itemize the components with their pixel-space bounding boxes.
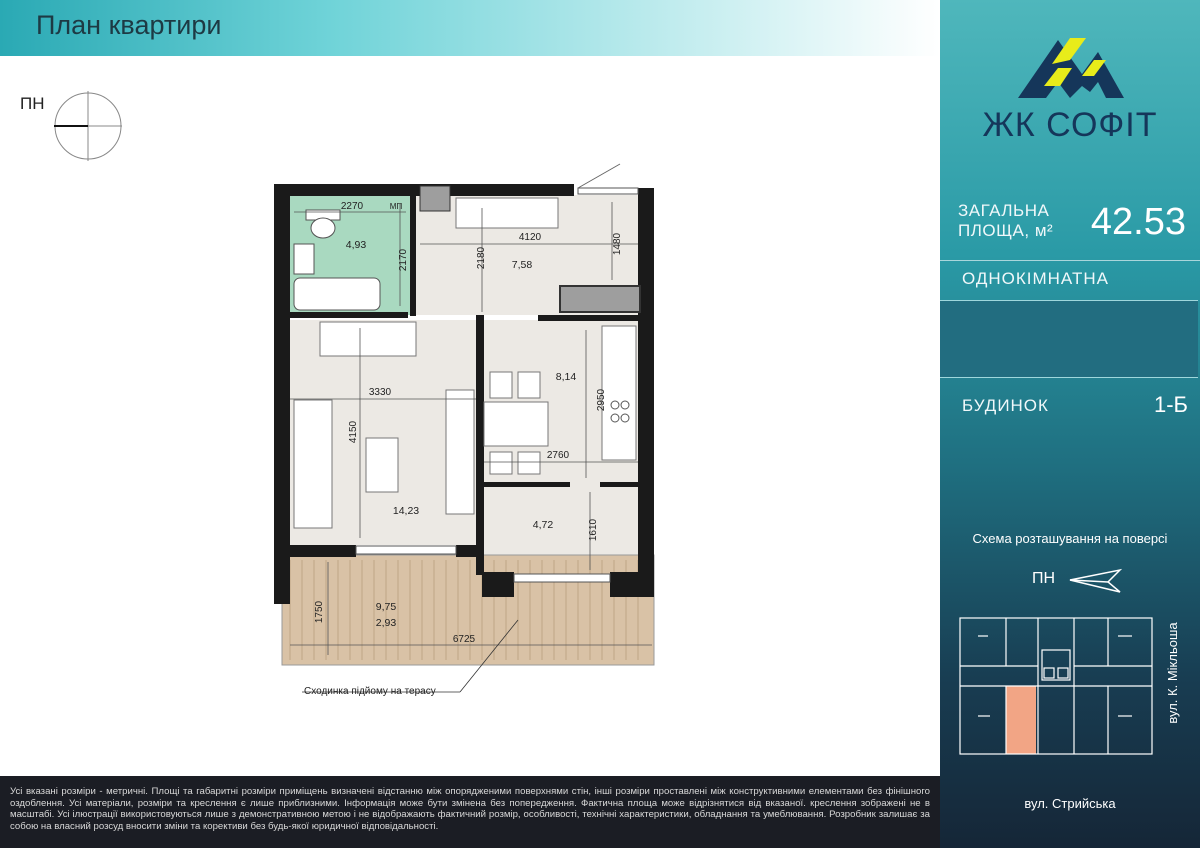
room-area: 4,72: [532, 519, 554, 531]
bathtub-icon: [294, 278, 380, 310]
dim-label: 4150: [348, 420, 359, 444]
room-area: 9,75: [375, 601, 397, 613]
sofa-icon: [294, 400, 332, 528]
footer: [0, 776, 940, 848]
street-name-bottom: вул. Стрийська: [1024, 796, 1116, 811]
north-label: ПН: [20, 94, 45, 113]
building-label: БУДИНОК: [962, 396, 1049, 415]
sidebar: [940, 0, 1200, 848]
page-title: План квартири: [36, 10, 222, 40]
dining-table: [484, 402, 548, 446]
floor-plan: [260, 160, 680, 720]
floor-location-map: [958, 616, 1158, 756]
toilet-icon: [311, 218, 335, 238]
room-area: 8,14: [555, 371, 577, 383]
room-area: 4,93: [345, 239, 367, 251]
room-area: 7,58: [511, 259, 533, 271]
north-arrow-icon: [1068, 568, 1122, 594]
street-name-vertical: вул. К. Мікльоша: [1165, 622, 1180, 724]
dim-label: 2170: [398, 248, 409, 272]
total-area-value: 42.53: [1090, 201, 1186, 243]
floor-scheme-title: Схема розташування на поверсі: [972, 531, 1168, 546]
dim-label: 3330: [368, 387, 392, 398]
brand-name: ЖК СОФІТ: [982, 106, 1158, 144]
street-label-vertical: [1162, 614, 1192, 732]
north-compass: [18, 86, 138, 170]
dim-label: 1750: [314, 600, 325, 624]
building-value: 1-Б: [1154, 392, 1188, 417]
kitchen-counter: [602, 326, 636, 460]
tv-cabinet: [446, 390, 474, 514]
terrace-step-label: Сходинка підйому на терасу: [304, 686, 436, 697]
shelf-unit: [320, 322, 416, 356]
north-label-small: ПН: [1032, 570, 1056, 587]
dim-label: 2760: [546, 450, 570, 461]
dim-label: 1610: [588, 518, 599, 542]
header-banner: [0, 0, 940, 56]
apartment-type: ОДНОКІМНАТНА: [962, 269, 1109, 288]
disclaimer-text: Усі вказані розміри - метричні. Площі та габаритні розміри приміщень визначені відстанню між опорядженими поверхнями стін, інші розміри проставлені між конструктивними елементами без фінішного оздоблення. Усі матеріали, розміри та креслення є лише приблизними. Інформація може бути змінена без попередження. Фактична площа може відрізнятися від вказаної. креслення зображені не в масштабі. Усі ілюстрації використовуються лише з демонстративною метою і не відображають фактичний розмір, особливості, технічні характеристики, обладнання та умеблювання. Розробник залишає за собою на власний розсуд вносити зміни та корективи без будь-якої юридичної відповідальності.: [10, 786, 930, 833]
coffee-table: [366, 438, 398, 492]
dim-label: 6725: [452, 634, 476, 645]
sink-icon: [294, 244, 314, 274]
dim-label: 2950: [596, 388, 607, 412]
divider: [940, 260, 1200, 261]
mp-label: МП: [389, 202, 403, 211]
dim-label: 4120: [518, 232, 542, 243]
floor-plan-drawing: [260, 160, 680, 720]
dim-label: 2270: [340, 201, 364, 212]
dim-label: 1480: [612, 232, 623, 256]
brand-logo-icon: [1010, 30, 1130, 105]
hall-wardrobe: [456, 198, 558, 228]
apartment-highlight: [1006, 686, 1036, 754]
info-panel: [940, 300, 1198, 378]
dim-label: 2180: [476, 246, 487, 270]
total-area-label: ЗАГАЛЬНА ПЛОЩА, м²: [958, 201, 1054, 240]
room-area: 2,93: [375, 617, 397, 629]
room-area: 14,23: [392, 505, 420, 517]
